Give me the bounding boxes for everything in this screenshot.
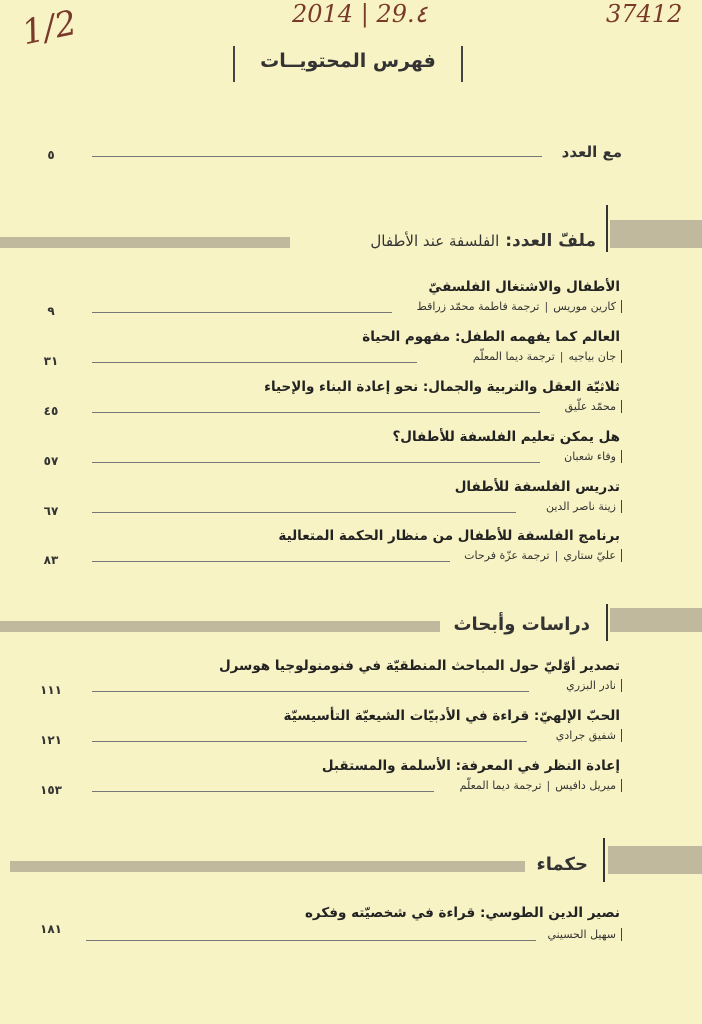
section-3-marker bbox=[603, 838, 605, 882]
handwritten-number: 37412 bbox=[606, 0, 683, 28]
toc-entry-author bbox=[564, 450, 622, 463]
section-1-subtitle: الفلسفة عند الأطفال bbox=[370, 232, 500, 250]
toc-entry-title: هل يمكن تعليم الفلسفة للأطفال؟ bbox=[392, 429, 620, 445]
toc-entry-author: جان بياجيه|ترجمة ديما المعلّم bbox=[473, 350, 622, 363]
toc-page-number: ٦٧ bbox=[43, 504, 59, 518]
toc-page-number: ٩ bbox=[47, 304, 55, 318]
toc-leader bbox=[86, 940, 536, 941]
author-name: ميريل دافيس bbox=[555, 779, 616, 792]
toc-page-number: ١٨١ bbox=[40, 922, 62, 936]
author-name: عليّ ستاري bbox=[563, 549, 616, 562]
section-2-marker bbox=[606, 604, 608, 641]
toc-entry-title: برنامج الفلسفة للأطفال من منظار الحكمة المتعالية bbox=[278, 528, 620, 544]
section-3-rule bbox=[10, 861, 525, 872]
toc-entry-title: الحبّ الإلهيّ: قراءة في الأدبيّات الشيعيّة التأسيسيّة bbox=[283, 708, 620, 724]
toc-leader bbox=[92, 791, 434, 792]
toc-entry-author: كارين موريس|ترجمة فاطمة محمّد زراقط bbox=[417, 300, 622, 313]
toc-page-number: ١١١ bbox=[40, 683, 62, 697]
toc-leader bbox=[92, 412, 540, 413]
toc-leader bbox=[92, 312, 392, 313]
toc-page-number: ١٥٣ bbox=[40, 783, 62, 797]
author-name: كارين موريس bbox=[553, 300, 616, 313]
section-1-marker bbox=[606, 205, 608, 252]
toc-page-number: ١٢١ bbox=[40, 733, 62, 747]
page-title: فهرس المحتويــات bbox=[260, 50, 436, 72]
toc-entry-author bbox=[565, 400, 622, 413]
author-name: سهيل الحسيني bbox=[547, 928, 616, 941]
toc-page-number: ٥٧ bbox=[43, 454, 59, 468]
toc-entry-title: تدريس الفلسفة للأطفال bbox=[454, 479, 620, 495]
toc-leader bbox=[92, 691, 529, 692]
toc-entry-title: تصدير أوّليّ حول المباحث المنطقيّة في فنومنولوجيا هوسرل bbox=[218, 658, 620, 674]
intro-label: مع العدد bbox=[561, 143, 622, 161]
translator-name: ترجمة ديما المعلّم bbox=[459, 779, 542, 792]
toc-entry-title: نصير الدين الطوسي: قراءة في شخصيّته وفكره bbox=[304, 905, 620, 921]
toc-entry-author bbox=[556, 729, 622, 742]
section-1-title: ملفّ العدد: bbox=[505, 231, 596, 251]
toc-leader bbox=[92, 741, 527, 742]
section-1-rule bbox=[0, 237, 290, 248]
toc-leader bbox=[92, 462, 540, 463]
translator-name: ترجمة عزّة فرحات bbox=[464, 549, 550, 562]
toc-entry-author bbox=[566, 679, 622, 692]
toc-page-number: ٨٣ bbox=[43, 553, 59, 567]
toc-entry-title: العالم كما يفهمه الطفل: مفهوم الحياة bbox=[362, 329, 620, 345]
toc-page-number: ٤٥ bbox=[43, 404, 59, 418]
toc-entry-title: الأطفال والاشتغال الفلسفيّ bbox=[428, 279, 620, 295]
handwritten-date: 2014 | 29.٤ bbox=[292, 0, 428, 28]
author-name: زينة ناصر الدين bbox=[545, 500, 616, 513]
section-3-title: حكماء bbox=[536, 854, 588, 875]
toc-entry-author bbox=[547, 928, 622, 941]
toc-entry-author: ميريل دافيس|ترجمة ديما المعلّم bbox=[460, 779, 622, 792]
section-2-title: دراسات وأبحاث bbox=[453, 614, 590, 635]
section-1-tab bbox=[610, 220, 702, 248]
toc-leader bbox=[92, 561, 450, 562]
toc-leader bbox=[92, 362, 417, 363]
author-name: نادر البزري bbox=[566, 679, 616, 692]
toc-entry-author: عليّ ستاري|ترجمة عزّة فرحات bbox=[464, 549, 622, 562]
toc-entry-title: ثلاثيّة العقل والتربية والجمال: نحو إعادة البناء والإحياء bbox=[264, 379, 620, 395]
toc-entry-author bbox=[546, 500, 622, 513]
toc-leader bbox=[92, 512, 516, 513]
section-3-tab bbox=[608, 846, 702, 874]
intro-leader bbox=[92, 156, 542, 157]
section-2-tab bbox=[610, 608, 702, 632]
section-1-heading bbox=[370, 231, 596, 251]
section-2-rule bbox=[0, 621, 440, 632]
author-name: محمّد علّيق bbox=[564, 400, 616, 413]
author-name: شفيق جرادي bbox=[555, 729, 616, 742]
author-name: جان بياجيه bbox=[568, 350, 616, 363]
translator-name: ترجمة فاطمة محمّد زراقط bbox=[416, 300, 540, 313]
translator-name: ترجمة ديما المعلّم bbox=[472, 350, 555, 363]
intro-page-number: ٥ bbox=[47, 148, 55, 162]
toc-page-number: ٣١ bbox=[43, 354, 59, 368]
handwritten-fraction: 1/2 bbox=[18, 2, 81, 54]
author-name: وفاء شعبان bbox=[564, 450, 616, 463]
page-header bbox=[233, 46, 463, 80]
toc-entry-title: إعادة النظر في المعرفة: الأسلمة والمستقبل bbox=[321, 758, 620, 774]
